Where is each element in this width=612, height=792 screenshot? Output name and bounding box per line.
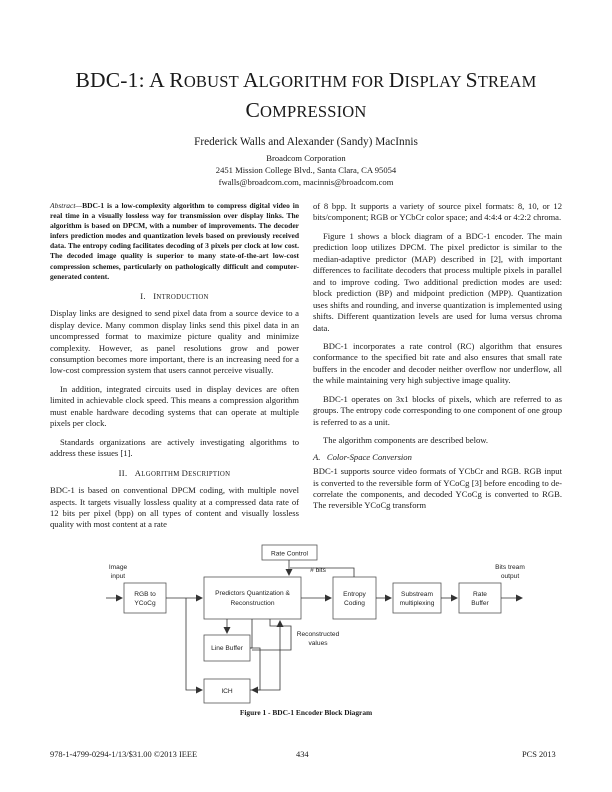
figure-caption: Figure 1 - BDC-1 Encoder Block Diagram	[239, 708, 373, 717]
intro-paragraph-2: In addition, integrated circuits used in display devices are often limited in achievable clock speed. This means a compression algorithm must enable hardware decoding systems that can operate at multiple pixels per clock.	[50, 383, 299, 429]
right-paragraph-2: BDC-1 incorporates a rate control (RC) algorithm that ensures conformance to the specified bit rate and also ensures that small rate buffers in the encoder and decoder neither overflow nor underflow, all the while maintaining very high subjective image quality.	[313, 340, 562, 386]
bitstream-label-1: Bits tream	[495, 564, 525, 571]
intro-paragraph-3: Standards organizations are actively investigating algorithms to address these issues [1].	[50, 436, 299, 459]
rate-buffer-block	[459, 583, 501, 613]
rate-control-label: Rate Control	[270, 550, 309, 558]
bits-label: # bits	[310, 567, 326, 574]
right-paragraph-3: BDC-1 operates on 3x1 blocks of pixels, which are referred to as groups. The entropy code corresponding to one component of one group is referred to as a unit.	[313, 393, 562, 427]
rate-buffer-label-2: Buffer	[471, 600, 489, 607]
affiliation-emails: fwalls@broadcom.com, macinnis@broadcom.com	[218, 177, 394, 187]
footer-isbn: 978-1-4799-0294-1/13/$31.00 ©2013 IEEE	[50, 750, 198, 759]
reconstructed-label-1: Reconstructed	[296, 631, 340, 638]
right-paragraph-4: The algorithm components are described below.	[323, 435, 489, 446]
rgb-to-ycocg-block	[124, 583, 166, 613]
predictors-quantization-block	[204, 577, 301, 619]
abstract-label: Abstract—	[50, 201, 83, 210]
right-paragraph-1: Figure 1 shows a block diagram of a BDC-1 encoder. The main prediction loop utilizes DPCM. The pixel predictor is similar to the median-adaptive predictor (MAP) described in [2], with important differences to facilitate decoders that process multiple pixels in parallel and to improve coding. Two additional prediction modes are used: block prediction (BP) and midpoint prediction (MPP). Quantization uses shifts and rounding, and inverse quantization is implemented using shifts. Different quantization levels are used for luma versus chroma data.	[313, 230, 562, 333]
ich-label: ICH	[221, 688, 233, 695]
algorithm-paragraph-1: BDC-1 is based on conventional DPCM coding, with multiple novel aspects. It targets visually lossless quality at a compressed data rate of 12 bits per pixel (bpp) on all types of content and visually lossless quality with most content at a rate	[50, 485, 299, 530]
subsection-heading-color-space: A. Color-Space Conversion	[313, 451, 412, 462]
reconstructed-label-2: values	[308, 640, 328, 647]
section-heading-algorithm: II. ALGORITHM DESCRIPTION	[118, 467, 231, 478]
paper-title: BDC-1: A ROBUST ALGORITHM FOR DISPLAY STREAM COMPRESSION	[75, 68, 537, 122]
rgb-label-2: YCoCg	[134, 600, 156, 607]
footer-page-number: 434	[296, 750, 309, 759]
image-input-label-2: input	[110, 573, 126, 580]
entropy-label-1: Entropy	[343, 591, 366, 598]
entropy-coding-block	[333, 577, 376, 619]
bitstream-label-2: output	[500, 573, 520, 580]
rate-buffer-label-1: Rate	[473, 591, 487, 598]
substream-multiplexing-block	[393, 583, 441, 613]
rgb-label-1: RGB to	[134, 591, 156, 598]
footer-conference: PCS 2013	[522, 750, 556, 759]
author-list: Frederick Walls and Alexander (Sandy) MacInnis	[194, 136, 418, 148]
line-buffer-label: Line Buffer	[211, 645, 243, 652]
intro-paragraph-1: Display links are designed to send pixel data from a source device to a display device. Many common display links send this pixel data in an uncompressed format to maximize picture quality and minimize complexity. However, as panel resolutions grow and power consumption becomes more important, there is an increasing need for a low-cost compression system that users cannot perceive visually.	[50, 308, 299, 376]
substream-label-2: multiplexing	[399, 600, 435, 607]
affiliation-org: Broadcom Corporation	[266, 153, 346, 163]
entropy-label-2: Coding	[344, 600, 365, 607]
image-input-label-1: Image	[108, 564, 128, 571]
predictors-label-2: Reconstruction	[230, 600, 275, 607]
predictors-label-1: Predictors Quantization &	[215, 590, 290, 597]
substream-label-1: Substream	[401, 591, 433, 598]
affiliation-address: 2451 Mission College Blvd., Santa Clara, CA 95054	[215, 165, 397, 175]
section-heading-introduction: I. INTRODUCTION	[140, 290, 209, 301]
right-paragraph-5: BDC-1 supports source video formats of YCbCr and RGB. RGB input is converted to the reversible form of YCoCg [3] before encoding to de-correlate the components, and decoded YCoCg is converted to RGB. The reversible YCoCg transform	[313, 466, 562, 511]
right-paragraph-0: of 8 bpp. It supports a variety of source pixel formats: 8, 10, or 12 bits/component; RGB or YCbCr color space; and 4:4:4 or 4:2:2 chroma.	[313, 201, 562, 223]
abstract-text: BDC-1 is a low-complexity algorithm to compress digital video in real time in a visually lossless way for transmission over display links. The algorithm is based on DPCM, with a number of improvements. The decoder infers prediction modes and quantization levels based on previously received data. The entropy coding facilitates decoding of 3 pixels per clock at low cost. The decoded image quality is superior to many state-of-the-art low-cost compression schemes, particularly on pathologically difficult and computer-generated content.	[50, 201, 299, 281]
